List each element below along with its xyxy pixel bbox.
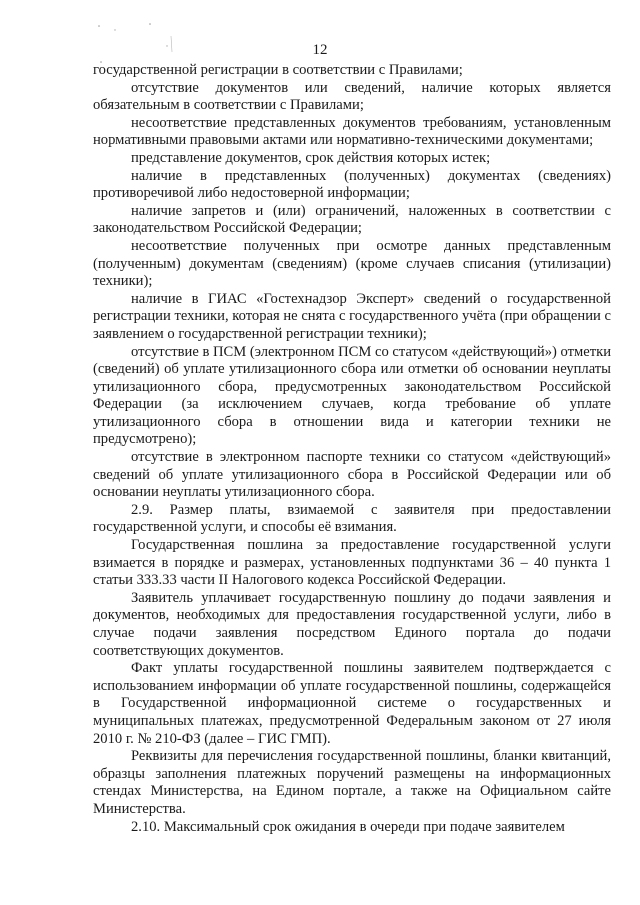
paragraph: несоответствие полученных при осмотре данных представленным (полученным) документам (сведениям) (кроме случаев списания (утилизации) техники); (93, 237, 611, 290)
paragraph: наличие запретов и (или) ограничений, наложенных в соответствии с законодательством Российской Федерации; (93, 202, 611, 237)
paragraph: Реквизиты для перечисления государственной пошлины, бланки квитанций, образцы заполнения платежных поручений размещены на информационных стендах Министерства, на Едином портале, а также на Официальном сайте Министерства. (93, 748, 611, 817)
paragraph: отсутствие документов или сведений, наличие которых является обязательным в соответствии с Правилами; (93, 79, 611, 114)
paragraph: отсутствие в электронном паспорте техники со статусом «действующий» сведений об уплате утилизационного сбора в Российской Федерации или об основании неуплаты утилизационного сбора. (93, 449, 611, 501)
document-body (93, 62, 611, 836)
page-number: 12 (312, 42, 328, 58)
section-heading: 2.9. Размер платы, взимаемой с заявителя при предоставлении государственной услуги, и способы её взимания. (93, 501, 611, 536)
paragraph: несоответствие представленных документов требованиям, установленным нормативными правовыми актами или нормативно-техническими документами; (93, 114, 611, 149)
paragraph: Государственная пошлина за предоставление государственной услуги взимается в порядке и размерах, установленных подпунктами 36 – 40 пункта 1 статьи 333.33 части II Налогового кодекса Российской Федерации. (93, 537, 611, 589)
paragraph: наличие в представленных (полученных) документах (сведениях) противоречивой либо недостоверной информации; (93, 167, 611, 202)
paragraph: представление документов, срок действия которых истек; (131, 149, 491, 166)
paragraph: наличие в ГИАС «Гостехнадзор Эксперт» сведений о государственной регистрации техники, которая не снята с государственного учёта (при обращении с заявлением о государственной регистрации техники); (93, 290, 611, 342)
section-heading: 2.10. Максимальный срок ожидания в очереди при подаче заявителем (131, 818, 565, 835)
paragraph: отсутствие в ПСМ (электронном ПСМ со статусом «действующий») отметки (сведений) об уплате утилизационного сбора или отметки об основании неуплаты утилизационного сбора, предусмотренных законодательством Российской Федерации (за исключением случаев, когда требование об уплате утилизационного сбора в отношении вида и категории техники не предусмотрено); (93, 343, 612, 448)
paragraph: Факт уплаты государственной пошлины заявителем подтверждается с использованием информации об уплате государственной пошлины, содержащейся в Государственной информационной системе о государственных и муниципальных платежах, предусмотренной Федеральным законом от 27 июля 2010 г. № 210-ФЗ (далее – ГИС ГМП). (93, 660, 611, 747)
paragraph: государственной регистрации в соответствии с Правилами; (93, 62, 463, 78)
paragraph: Заявитель уплачивает государственную пошлину до подачи заявления и документов, необходимых для предоставления государственной услуги, либо в случае подачи заявления посредством Единого портала до подачи соответствующих документов. (93, 589, 611, 659)
